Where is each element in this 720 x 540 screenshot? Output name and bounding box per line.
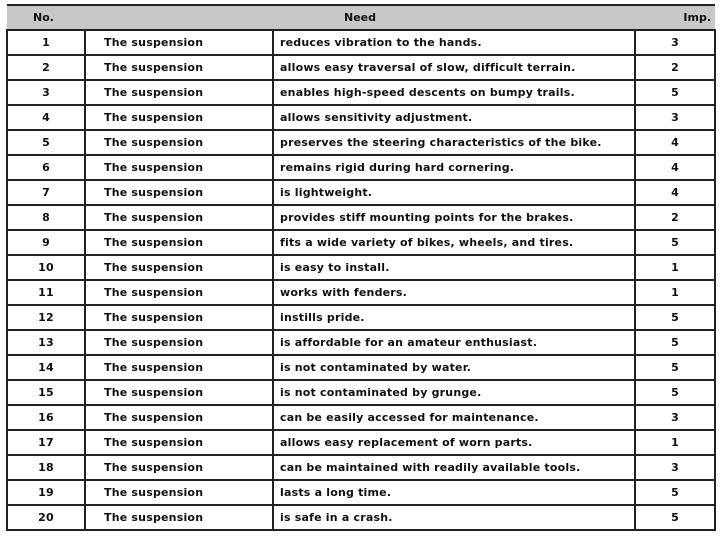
row-need: allows sensitivity adjustment. xyxy=(273,105,635,130)
row-importance: 1 xyxy=(635,430,715,455)
row-importance: 5 xyxy=(635,80,715,105)
row-need: allows easy traversal of slow, difficult terrain. xyxy=(273,55,635,80)
table-row xyxy=(7,30,715,55)
row-subject: The suspension xyxy=(85,105,273,130)
row-need: lasts a long time. xyxy=(273,480,635,505)
row-number: 5 xyxy=(7,130,85,155)
row-number: 10 xyxy=(7,255,85,280)
row-importance: 1 xyxy=(635,255,715,280)
table-row xyxy=(7,355,715,380)
row-need: is lightweight. xyxy=(273,180,635,205)
row-subject: The suspension xyxy=(85,455,273,480)
row-subject: The suspension xyxy=(85,430,273,455)
row-need: is easy to install. xyxy=(273,255,635,280)
table-row xyxy=(7,380,715,405)
row-number: 18 xyxy=(7,455,85,480)
table-row xyxy=(7,280,715,305)
row-importance: 5 xyxy=(635,505,715,530)
row-number: 20 xyxy=(7,505,85,530)
row-need: is not contaminated by water. xyxy=(273,355,635,380)
row-subject: The suspension xyxy=(85,505,273,530)
row-subject: The suspension xyxy=(85,155,273,180)
row-importance: 2 xyxy=(635,205,715,230)
row-importance: 5 xyxy=(635,305,715,330)
row-importance: 2 xyxy=(635,55,715,80)
row-need: provides stiff mounting points for the brakes. xyxy=(273,205,635,230)
row-subject: The suspension xyxy=(85,30,273,55)
row-need: fits a wide variety of bikes, wheels, and tires. xyxy=(273,230,635,255)
row-number: 19 xyxy=(7,480,85,505)
row-number: 1 xyxy=(7,30,85,55)
row-number: 7 xyxy=(7,180,85,205)
row-subject: The suspension xyxy=(85,205,273,230)
row-subject: The suspension xyxy=(85,330,273,355)
table-row xyxy=(7,180,715,205)
row-need: is affordable for an amateur enthusiast. xyxy=(273,330,635,355)
table-row xyxy=(7,205,715,230)
row-importance: 5 xyxy=(635,330,715,355)
table-row xyxy=(7,455,715,480)
row-number: 17 xyxy=(7,430,85,455)
row-subject: The suspension xyxy=(85,55,273,80)
document-page xyxy=(6,4,714,536)
row-need: remains rigid during hard cornering. xyxy=(273,155,635,180)
row-subject: The suspension xyxy=(85,480,273,505)
row-importance: 1 xyxy=(635,280,715,305)
table-row xyxy=(7,430,715,455)
header-no: No. xyxy=(7,5,85,30)
row-number: 3 xyxy=(7,80,85,105)
row-subject: The suspension xyxy=(85,130,273,155)
row-subject: The suspension xyxy=(85,230,273,255)
row-importance: 5 xyxy=(635,480,715,505)
row-importance: 5 xyxy=(635,230,715,255)
row-subject: The suspension xyxy=(85,255,273,280)
row-subject: The suspension xyxy=(85,180,273,205)
row-number: 13 xyxy=(7,330,85,355)
row-number: 2 xyxy=(7,55,85,80)
row-importance: 3 xyxy=(635,405,715,430)
row-number: 14 xyxy=(7,355,85,380)
row-importance: 3 xyxy=(635,30,715,55)
row-subject: The suspension xyxy=(85,305,273,330)
row-number: 15 xyxy=(7,380,85,405)
row-number: 16 xyxy=(7,405,85,430)
row-need: preserves the steering characteristics of the bike. xyxy=(273,130,635,155)
table-row xyxy=(7,155,715,180)
row-number: 4 xyxy=(7,105,85,130)
header-imp: Imp. xyxy=(635,5,715,30)
row-number: 6 xyxy=(7,155,85,180)
table-header xyxy=(7,5,715,30)
row-number: 9 xyxy=(7,230,85,255)
table-row xyxy=(7,230,715,255)
table-row xyxy=(7,130,715,155)
row-subject: The suspension xyxy=(85,405,273,430)
customer-needs-table xyxy=(6,4,716,531)
row-subject: The suspension xyxy=(85,380,273,405)
row-need: reduces vibration to the hands. xyxy=(273,30,635,55)
table-row xyxy=(7,55,715,80)
table-row xyxy=(7,480,715,505)
row-importance: 3 xyxy=(635,455,715,480)
row-subject: The suspension xyxy=(85,355,273,380)
row-need: allows easy replacement of worn parts. xyxy=(273,430,635,455)
row-subject: The suspension xyxy=(85,280,273,305)
table-row xyxy=(7,505,715,530)
row-need: instills pride. xyxy=(273,305,635,330)
row-importance: 4 xyxy=(635,130,715,155)
row-number: 12 xyxy=(7,305,85,330)
row-importance: 3 xyxy=(635,105,715,130)
row-number: 8 xyxy=(7,205,85,230)
row-number: 11 xyxy=(7,280,85,305)
table-row xyxy=(7,330,715,355)
table-body xyxy=(7,30,715,530)
row-importance: 5 xyxy=(635,355,715,380)
table-row xyxy=(7,405,715,430)
row-need: can be easily accessed for maintenance. xyxy=(273,405,635,430)
row-need: enables high-speed descents on bumpy trails. xyxy=(273,80,635,105)
table-row xyxy=(7,305,715,330)
row-subject: The suspension xyxy=(85,80,273,105)
header-need: Need xyxy=(85,5,635,30)
row-importance: 4 xyxy=(635,180,715,205)
row-need: can be maintained with readily available tools. xyxy=(273,455,635,480)
row-importance: 4 xyxy=(635,155,715,180)
row-need: is safe in a crash. xyxy=(273,505,635,530)
header-row xyxy=(7,5,715,30)
row-importance: 5 xyxy=(635,380,715,405)
table-row xyxy=(7,80,715,105)
table-row xyxy=(7,105,715,130)
row-need: is not contaminated by grunge. xyxy=(273,380,635,405)
table-row xyxy=(7,255,715,280)
row-need: works with fenders. xyxy=(273,280,635,305)
